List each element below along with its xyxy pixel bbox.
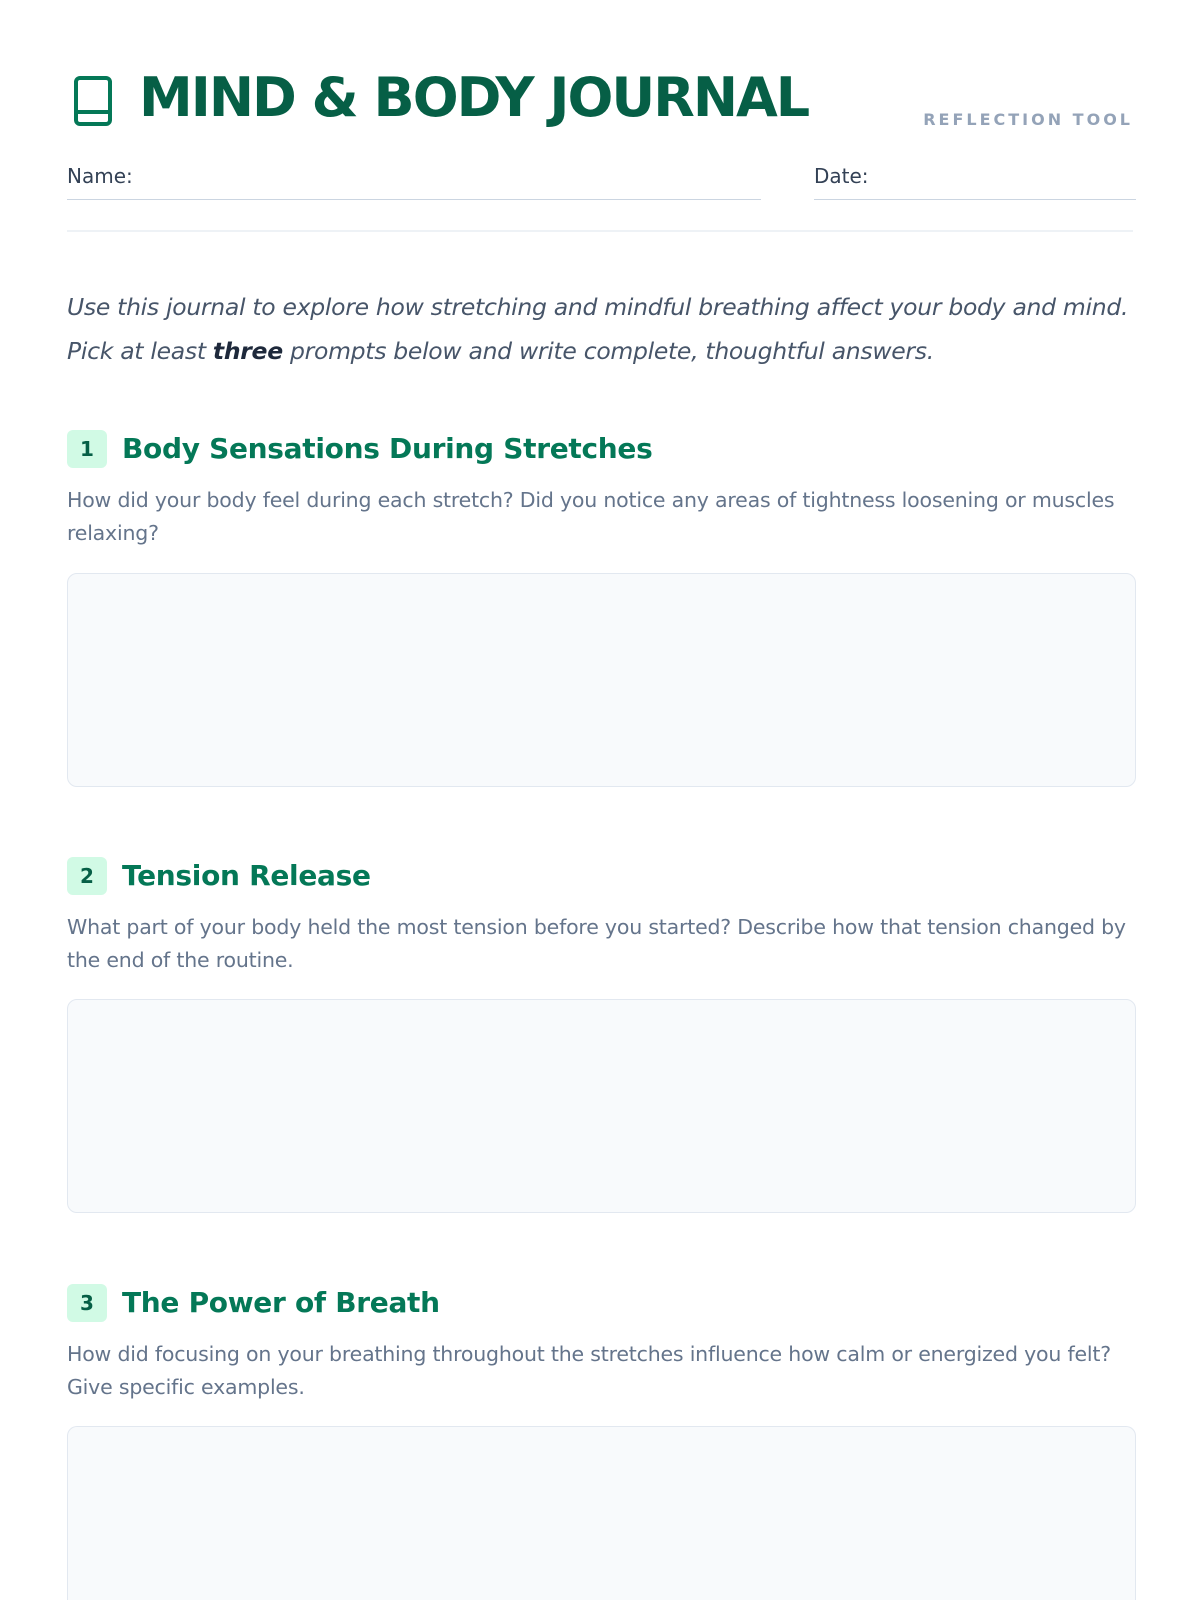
prompt-title: The Power of Breath <box>122 1286 440 1319</box>
page-subtitle: REFLECTION TOOL <box>923 110 1133 129</box>
prompt-number-badge: 3 <box>67 1284 107 1322</box>
prompt-heading <box>67 430 1136 470</box>
answer-box-3[interactable] <box>67 1426 1136 1600</box>
book-icon <box>72 74 114 128</box>
prompt-3 <box>67 1284 1136 1404</box>
answer-box-2[interactable] <box>67 999 1136 1213</box>
name-field[interactable] <box>67 163 761 200</box>
prompt-title: Body Sensations During Stretches <box>122 432 653 465</box>
intro-text <box>67 285 1137 373</box>
intro-text-after: prompts below and write complete, thoughtful answers. <box>282 337 934 365</box>
info-fields <box>67 142 1133 202</box>
prompt-number-badge: 1 <box>67 430 107 468</box>
intro-text-before: Use this journal to explore how stretching and mindful breathing affect your body and mind. Pick at least <box>67 293 1129 365</box>
prompt-description: How did your body feel during each stretch? Did you notice any areas of tightness loosening or muscles relaxing? <box>67 488 1115 545</box>
prompt-title: Tension Release <box>122 859 371 892</box>
intro-emphasis: three <box>212 337 283 365</box>
header-divider <box>67 230 1133 232</box>
date-field[interactable] <box>814 163 1136 200</box>
journal-header <box>67 0 1133 142</box>
prompt-2 <box>67 857 1136 977</box>
page-title: MIND & BODY JOURNAL <box>139 66 809 129</box>
prompt-description: How did focusing on your breathing throughout the stretches influence how calm or energized you felt? Give specific examples. <box>67 1342 1111 1399</box>
prompt-description: What part of your body held the most tension before you started? Describe how that tension changed by the end of the routine. <box>67 915 1126 972</box>
prompt-heading <box>67 857 1136 897</box>
name-label: Name: <box>67 164 133 188</box>
prompt-heading <box>67 1284 1136 1324</box>
date-label: Date: <box>814 164 869 188</box>
answer-box-1[interactable] <box>67 573 1136 787</box>
prompt-number-badge: 2 <box>67 857 107 895</box>
prompt-1 <box>67 430 1136 550</box>
